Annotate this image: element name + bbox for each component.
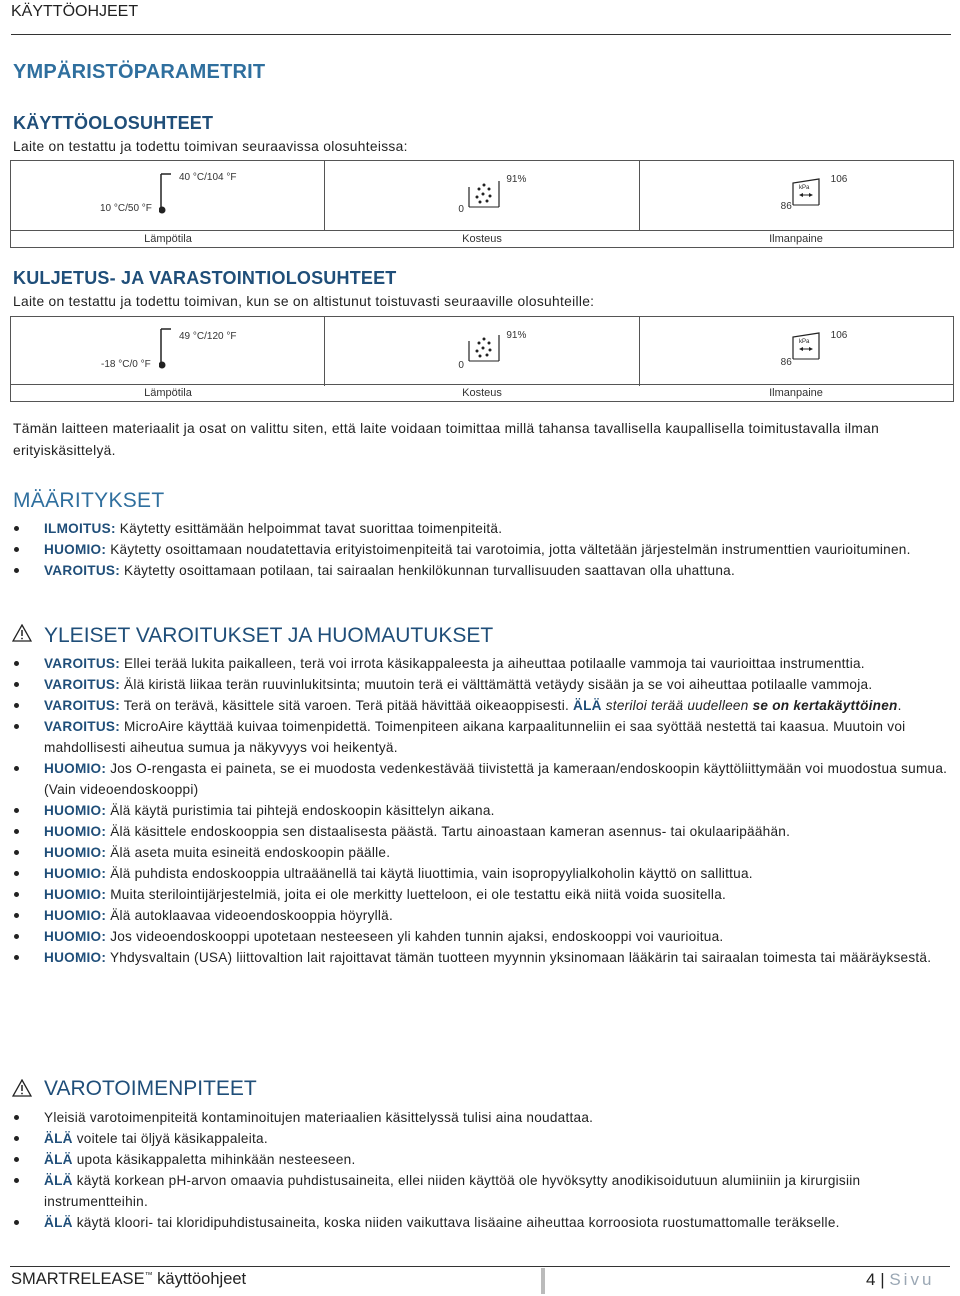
temp-low: 10 °C/50 °F [100, 203, 152, 214]
precautions-heading: VAROTOIMENPITEET [44, 1077, 257, 1100]
list-item: VAROITUS: Ellei terää lukita paikalleen, terä voi irrota käsikappaleesta ja aiheuttaa potilaalle vammoja tai vaurioittaa instrumenttia. [13, 653, 948, 674]
kpa-label: kPa [798, 339, 809, 345]
footer-page-number: 4 | Sivu [866, 1270, 935, 1289]
hum-low: 0 [458, 204, 464, 215]
list-item: HUOMIO: Yhdysvaltain (USA) liittovaltion lait rajoittavat tämän tuotteen myynnin yksinomaan lääkärin tai sairaalan toimesta tai määräyksestä. [13, 947, 948, 968]
list-item: HUOMIO: Jos videoendoskooppi upotetaan nesteeseen yli kahden tunnin ajaksi, endoskooppi voi vaurioitua. [13, 926, 948, 947]
pressure-icon [791, 177, 821, 209]
pressure-cell [640, 161, 953, 230]
list-item: HUOMIO: Älä aseta muita esineitä endoskoopin päälle. [13, 842, 948, 863]
label-temperature: Lämpötila [144, 387, 192, 399]
warnings-list [13, 653, 948, 968]
kpa-label: kPa [798, 185, 809, 191]
definitions-list [13, 518, 948, 581]
temp-high: 40 °C/104 °F [179, 172, 237, 183]
operating-heading: KÄYTTÖOLOSUHTEET [13, 113, 214, 133]
list-item: ÄLÄ voitele tai öljyä käsikappaleita. [13, 1128, 948, 1149]
list-item: ÄLÄ käytä korkean pH-arvon omaavia puhdistusaineita, ellei niiden käyttöä ole hyvöksytty anodikisoidutuun alumiiniin ja kirurgisiin instrumentteihin. [13, 1170, 948, 1212]
transport-note: Tämän laitteen materiaalit ja osat on valittu siten, että laite voidaan toimittaa millä tahansa tavallisella kaupallisella toimitustavalla ilman erityiskäsittelyä. [13, 421, 880, 458]
warning-icon [12, 624, 32, 642]
humidity-cell [325, 317, 639, 386]
warning-icon [12, 1079, 32, 1097]
label-pressure: Ilmanpaine [769, 387, 823, 399]
list-item: HUOMIO: Älä autoklaavaa videoendoskooppia höyryllä. [13, 905, 948, 926]
list-item: ÄLÄ käytä kloori- tai kloridipuhdistusaineita, koska niiden vaikuttava lisäaine aiheuttaa korroosiota ruostumattomalle teräkselle. [13, 1212, 948, 1233]
press-low: 86 [780, 201, 792, 212]
humidity-icon [465, 177, 503, 209]
list-item: VAROITUS: MicroAire käyttää kuivaa toimenpidettä. Toimenpiteen aikana karpaalitunneliin ei saa syöttää nestettä tai kaasua. Muutoin voi mahdollisesti aiheutua sumua ja näkyvyys voi heikentyä. [13, 716, 948, 758]
list-item: HUOMIO: Älä käsittele endoskooppia sen distaalisesta päästä. Tartu ainoastaan kameran asennus- tai okulaaripäähän. [13, 821, 948, 842]
hum-high: 91% [506, 330, 527, 341]
footer-rule [10, 1266, 950, 1267]
temperature-cell [11, 317, 325, 386]
list-item: VAROITUS: Terä on terävä, käsittele sitä varoen. Terä pitää hävittää oikeaoppisesti. ÄLÄ steriloi terää uudelleen se on kertakäyttöinen. [13, 695, 948, 716]
transport-conditions-table [10, 316, 954, 402]
header-rule [11, 34, 951, 35]
press-high: 106 [830, 330, 848, 341]
thermometer-icon [159, 328, 173, 370]
list-item: HUOMIO: Älä puhdista endoskooppia ultraäänellä tai käytä liuottimia, vain isopropyylialkoholin käyttö on sallittua. [13, 863, 948, 884]
label-humidity: Kosteus [462, 387, 502, 399]
pressure-icon [791, 331, 821, 363]
list-item: HUOMIO: Älä käytä puristimia tai pihtejä endoskoopin käsittelyn aikana. [13, 800, 948, 821]
transport-heading: KULJETUS- JA VARASTOINTIOLOSUHTEET [13, 268, 397, 288]
warnings-heading: YLEISET VAROITUKSET JA HUOMAUTUKSET [44, 624, 494, 647]
list-item: HUOMIO: Jos O-rengasta ei paineta, se ei muodosta vedenkestävää tiivistettä ja kameraan/endoskoopin käyttöliittymään voi muodostua sumua. (Vain videoendoskooppi) [13, 758, 948, 800]
pressure-cell [640, 317, 953, 386]
hum-low: 0 [458, 360, 464, 371]
label-humidity: Kosteus [462, 233, 502, 245]
humidity-cell [325, 161, 639, 230]
list-item: VAROITUS: Käytetty osoittamaan potilaan, tai sairaalan henkilökunnan turvallisuuden saattavan olla uhattuna. [13, 560, 948, 581]
section-title: YMPÄRISTÖPARAMETRIT [13, 61, 266, 83]
precautions-list [13, 1107, 948, 1233]
list-item: Yleisiä varotoimenpiteitä kontaminoitujen materiaalien käsittelyssä tulisi aina noudattaa. [13, 1107, 948, 1128]
definitions-heading: MÄÄRITYKSET [13, 489, 165, 512]
footer-divider [541, 1268, 545, 1294]
list-item: VAROITUS: Älä kiristä liikaa terän ruuvinlukitsinta; muutoin terä ei välttämättä vetäydy sisään ja se voi aiheuttaa potilaalle vammoja. [13, 674, 948, 695]
temp-high: 49 °C/120 °F [179, 331, 237, 342]
operating-conditions-table [10, 160, 954, 248]
hum-high: 91% [506, 174, 527, 185]
list-item: HUOMIO: Käytetty osoittamaan noudatettavia erityistoimenpiteitä tai varotoimia, jotta vältetään järjestelmän instrumenttien vaurioituminen. [13, 539, 948, 560]
press-low: 86 [780, 357, 792, 368]
temp-low: -18 °C/0 °F [101, 359, 151, 370]
temperature-cell [11, 161, 325, 230]
thermometer-icon [159, 173, 173, 215]
header-title: KÄYTTÖOHJEET [11, 3, 139, 20]
list-item: HUOMIO: Muita sterilointijärjestelmiä, joita ei ole merkitty luetteloon, ei ole testattu eikä niitä voida suositella. [13, 884, 948, 905]
footer-product: SMARTRELEASE™ käyttöohjeet [11, 1270, 247, 1288]
humidity-icon [465, 331, 503, 363]
label-pressure: Ilmanpaine [769, 233, 823, 245]
list-item: ILMOITUS: Käytetty esittämään helpoimmat tavat suorittaa toimenpiteitä. [13, 518, 948, 539]
operating-intro: Laite on testattu ja todettu toimivan seuraavissa olosuhteissa: [13, 139, 408, 154]
transport-intro: Laite on testattu ja todettu toimivan, kun se on altistunut toistuvasti seuraaville olosuhteille: [13, 294, 595, 309]
label-temperature: Lämpötila [144, 233, 192, 245]
list-item: ÄLÄ upota käsikappaletta mihinkään nesteeseen. [13, 1149, 948, 1170]
press-high: 106 [830, 174, 848, 185]
